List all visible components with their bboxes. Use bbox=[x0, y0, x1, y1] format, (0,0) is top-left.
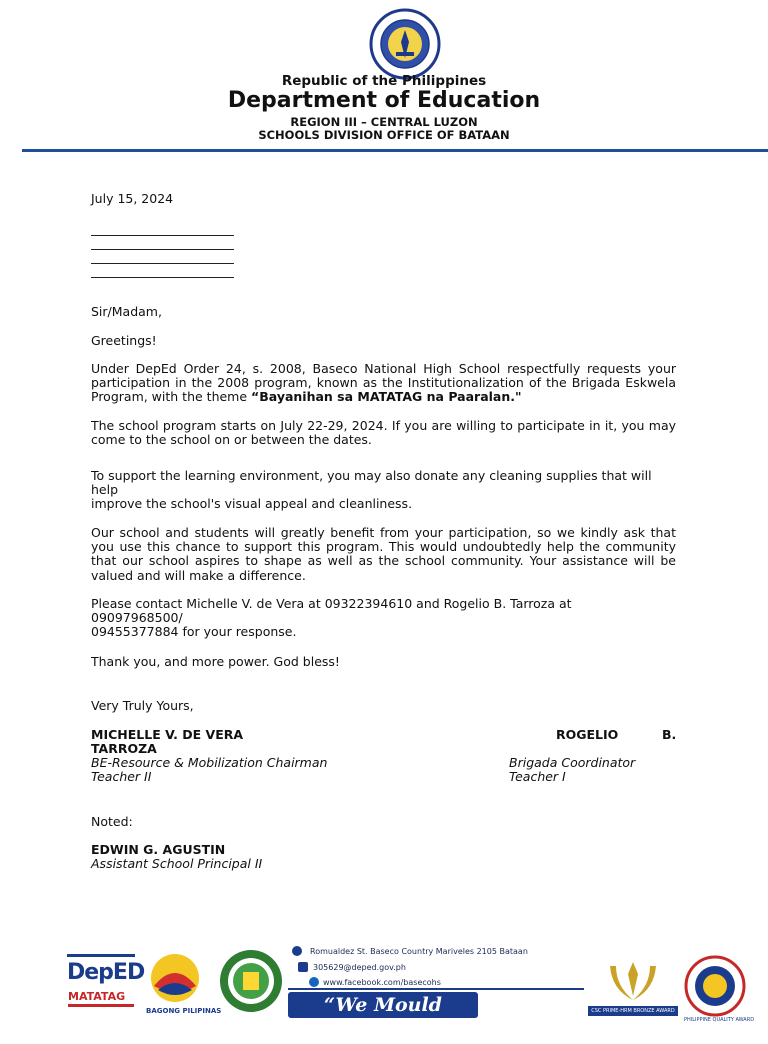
right-signatory-title: Brigada Coordinator bbox=[509, 755, 636, 770]
school-facebook: www.facebook.com/basecohs bbox=[323, 978, 441, 987]
deped-logo: DepED bbox=[67, 960, 145, 985]
facebook-icon bbox=[309, 977, 319, 987]
matatag-logo: MATATAG bbox=[68, 990, 126, 1003]
right-signatory-name-first: ROGELIO bbox=[556, 727, 619, 742]
paragraph-donation-line: improve the school's visual appeal and cleanliness. bbox=[91, 496, 413, 512]
deped-logo-bar bbox=[67, 954, 135, 957]
recipient-blank-line bbox=[91, 265, 234, 278]
left-signatory-title: BE-Resource & Mobilization Chairman bbox=[91, 755, 328, 770]
matatag-underline bbox=[68, 1004, 134, 1007]
right-signatory-position: Teacher I bbox=[509, 769, 566, 784]
left-signatory-name: MICHELLE V. DE VERA bbox=[91, 727, 244, 742]
department-title: Department of Education bbox=[227, 88, 541, 113]
noted-title: Assistant School Principal II bbox=[91, 856, 263, 871]
quality-award-label: PHILIPPINE QUALITY AWARD bbox=[684, 1017, 755, 1023]
motto-banner: “We Mould Heroes” bbox=[288, 992, 478, 1018]
header-divider bbox=[22, 149, 768, 152]
email-icon bbox=[298, 962, 308, 972]
recipient-blank-line bbox=[91, 223, 234, 236]
paragraph-contact bbox=[91, 597, 676, 640]
school-seal-icon bbox=[218, 948, 284, 1014]
bagong-pilipinas-label: BAGONG PILIPINAS bbox=[146, 1007, 222, 1015]
paragraph-request bbox=[91, 362, 676, 405]
noted-label: Noted: bbox=[91, 814, 133, 829]
paragraph-schedule: The school program starts on July 22-29, 2024. If you are willing to participate in it, you may come to the school on or between the dates. bbox=[91, 418, 676, 448]
paragraph-request-text: Under DepEd Order 24, s. 2008, Baseco National High School respectfully requests your participation in the 2008 program, known as the Institutionalization of the Brigada Eskwela Program, with the theme bbox=[91, 361, 676, 405]
paragraph-contact-line: 09097968500/ bbox=[91, 610, 183, 626]
salutation: Sir/Madam, bbox=[91, 304, 162, 319]
republic-heading: Republic of the Philippines bbox=[281, 73, 487, 89]
right-signatory-name-last: TARROZA bbox=[91, 741, 157, 756]
paragraph-donation bbox=[91, 469, 676, 512]
paragraph-benefit: Our school and students will greatly benefit from your participation, so we kindly ask that you use this chance to support this program. This would undoubtedly help the community that our school aspires to shape as well as the school community. Your assistance will be valued and will make a difference. bbox=[91, 525, 676, 583]
thanks-line: Thank you, and more power. God bless! bbox=[91, 654, 340, 669]
school-address: Romualdez St. Baseco Country Mariveles 2105 Bataan bbox=[310, 947, 528, 956]
division-line: SCHOOLS DIVISION OFFICE OF BATAAN bbox=[258, 128, 510, 142]
location-icon bbox=[292, 946, 302, 956]
letter-date: July 15, 2024 bbox=[91, 191, 174, 206]
theme-text: “Bayanihan sa MATATAG na Paaralan." bbox=[251, 389, 522, 405]
greeting: Greetings! bbox=[91, 333, 157, 348]
footer-divider bbox=[288, 988, 584, 990]
paragraph-contact-line: 09455377884 for your response. bbox=[91, 624, 297, 640]
closing-line: Very Truly Yours, bbox=[91, 698, 194, 713]
paragraph-donation-line: To support the learning environment, you may also donate any cleaning supplies that will help bbox=[91, 468, 652, 498]
award-csc-label: CSC PRIME-HRM BRONZE AWARD bbox=[588, 1006, 678, 1016]
quality-award-seal-icon bbox=[684, 955, 746, 1017]
noted-name: EDWIN G. AGUSTIN bbox=[91, 842, 226, 857]
deped-seal-icon bbox=[369, 8, 441, 80]
award-laurel-icon bbox=[602, 956, 664, 1004]
left-signatory-position: Teacher II bbox=[91, 769, 152, 784]
recipient-blank-line bbox=[91, 237, 234, 250]
region-line: REGION III – CENTRAL LUZON bbox=[290, 115, 478, 129]
recipient-blank-line bbox=[91, 251, 234, 264]
right-signatory-name-initial: B. bbox=[662, 727, 677, 742]
bagong-pilipinas-logo-icon bbox=[146, 952, 204, 1004]
paragraph-contact-line: Please contact Michelle V. de Vera at 09322394610 and Rogelio B. Tarroza at bbox=[91, 596, 572, 611]
school-email: 305629@deped.gov.ph bbox=[313, 963, 406, 972]
